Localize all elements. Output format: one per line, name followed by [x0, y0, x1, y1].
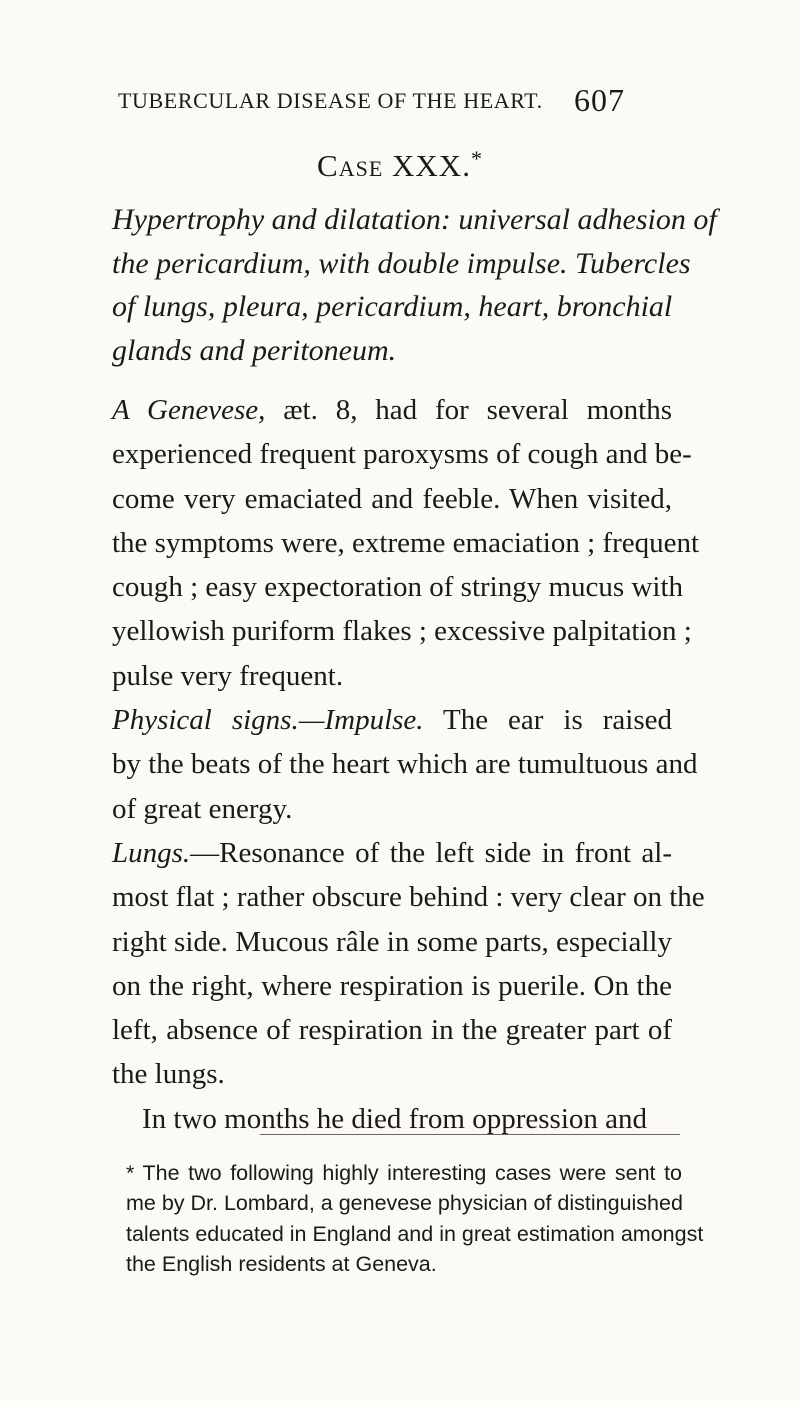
footnote-divider	[260, 1134, 680, 1135]
running-head: TUBERCULAR DISEASE OF THE HEART.	[118, 88, 543, 113]
case-title	[0, 146, 800, 184]
body-line: come very emaciated and feeble. When visited,	[112, 482, 672, 515]
body-line: by the beats of the heart which are tumultuous and	[112, 748, 698, 781]
body-line: most flat ; rather obscure behind : very clear on the	[112, 881, 705, 914]
body-line: of great energy.	[112, 792, 293, 825]
case-title-text: Case XXX.	[317, 148, 471, 183]
footnote-line: the English residents at Geneva.	[126, 1251, 437, 1276]
lungs-heading: Lungs.	[112, 836, 191, 869]
subtitle-line: the pericardium, with double impulse. Tubercles	[112, 246, 691, 280]
case-subtitle	[112, 198, 717, 372]
body-line: yellowish puriform flakes ; excessive palpitation ;	[112, 615, 692, 648]
footnote	[126, 1158, 704, 1279]
footnote-line: me by Dr. Lombard, a genevese physician of distinguished	[126, 1191, 683, 1216]
footnote-line: * The two following highly interesting cases were sent to	[126, 1161, 682, 1185]
body-line: In two months he died from oppression and	[142, 1102, 648, 1135]
body-line: the lungs.	[112, 1058, 225, 1091]
body-line: pulse very frequent.	[112, 659, 344, 692]
body-line: A Genevese, æt. 8, had for several months	[112, 394, 672, 426]
subtitle-line: glands and peritoneum.	[112, 333, 397, 367]
body-line: left, absence of respiration in the greater part of	[112, 1014, 672, 1047]
body-line: Physical signs.—Impulse. The ear is raised	[112, 704, 672, 737]
body-line: cough ; easy expectoration of stringy mucus with	[112, 571, 684, 604]
case-body	[112, 388, 705, 1141]
body-line: on the right, where respiration is puerile. On the	[112, 969, 672, 1002]
body-line: Lungs.—Resonance of the left side in front al-	[112, 836, 672, 869]
body-line: right side. Mucous râle in some parts, especially	[112, 925, 672, 958]
subtitle-line: Hypertrophy and dilatation: universal adhesion of	[112, 203, 717, 236]
footnote-line: talents educated in England and in great estimation amongst	[126, 1221, 704, 1246]
page-number: 607	[574, 82, 625, 118]
body-line: the symptoms were, extreme emaciation ; frequent	[112, 526, 700, 559]
footnote-marker: *	[470, 146, 483, 171]
body-line: experienced frequent paroxysms of cough and be-	[112, 438, 692, 471]
subtitle-line: of lungs, pleura, pericardium, heart, bronchial	[112, 290, 673, 323]
physical-signs-heading: Physical signs.—Impulse.	[112, 704, 424, 737]
patient-lead: A Genevese,	[112, 394, 266, 426]
